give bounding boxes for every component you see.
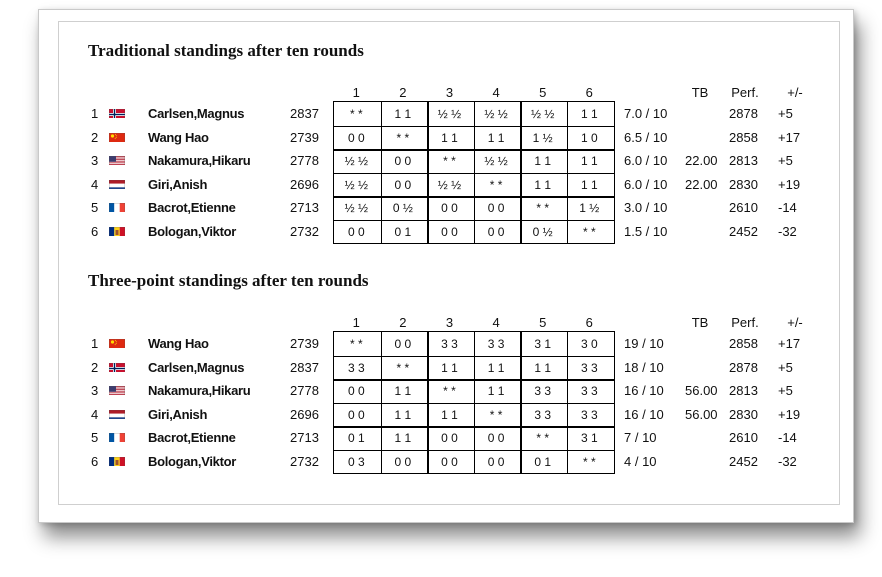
flag-icon [109,201,125,212]
player-rank: 5 [91,200,99,215]
game-result-cell: 0 0 [441,431,458,445]
game-result-cell: * * [396,130,410,145]
player-name: Nakamura,Hikaru [148,153,251,168]
game-result-cell: * * [536,431,550,445]
column-header: 1 [352,85,360,100]
player-rank: 1 [91,336,99,351]
flag-icon [109,225,125,236]
game-result-cell: * * [582,224,596,239]
player-score: 3.0 / 10 [624,200,668,215]
game-result-cell: 3 3 [487,337,505,351]
flag-icon [109,455,125,466]
flag-icon [109,408,125,419]
player-rating: 2739 [290,336,319,351]
game-result-cell: 0 0 [487,431,505,445]
flag-icon [109,154,125,165]
column-header: 4 [492,315,500,330]
player-score: 16 / 10 [624,406,664,422]
player-name: Giri,Anish [148,406,208,422]
player-name: Bologan,Viktor [148,453,237,469]
column-header: 3 [445,315,454,330]
section-title: Traditional standings after ten rounds [88,41,364,60]
game-result-cell: * * [349,107,363,121]
grid-row-divider [333,426,615,428]
tb-header: TB [691,315,709,330]
player-rank: 5 [91,430,99,445]
performance-rating: 2813 [729,383,758,398]
grid-row-divider [333,220,615,221]
game-result-cell: 3 3 [534,407,552,422]
plus-minus-header: +/- [787,85,803,100]
flag-icon [109,131,125,142]
game-result-cell: 1 1 [441,360,458,375]
game-result-cell: ½ ½ [344,201,368,215]
game-result-cell: 1 ½ [532,130,553,145]
game-result-cell: ½ ½ [484,107,508,121]
game-result-cell: 1 1 [394,407,412,422]
grid-row-divider [333,149,615,151]
column-header: 3 [445,85,454,100]
player-rank: 4 [91,176,99,192]
game-result-cell: * * [536,201,550,215]
player-score: 6.0 / 10 [624,176,668,192]
game-result-cell: 0 0 [441,201,458,215]
rating-change: +5 [778,153,793,168]
perf-header: Perf. [731,85,759,100]
grid-row-divider [333,450,615,451]
player-name: Bologan,Viktor [148,223,237,239]
game-result-cell: 0 0 [441,224,458,239]
player-score: 6.5 / 10 [624,129,668,145]
game-result-cell: 0 0 [347,224,365,239]
game-result-cell: 0 0 [347,407,365,422]
player-score: 1.5 / 10 [624,223,668,239]
game-result-cell: 3 0 [580,337,598,351]
flag-icon [109,384,125,395]
game-result-cell: 1 1 [394,384,412,398]
game-result-cell: 1 1 [487,130,505,145]
column-header: 6 [585,315,593,330]
grid-row-divider [333,173,615,174]
tiebreak-value: 56.00 [685,406,718,422]
game-result-cell: 0 1 [394,224,412,239]
player-score: 7.0 / 10 [624,106,668,121]
game-result-cell: 0 0 [487,454,505,469]
rating-change: -32 [778,453,797,469]
performance-rating: 2878 [729,359,758,375]
player-rating: 2713 [290,430,319,445]
performance-rating: 2452 [729,223,758,239]
performance-rating: 2452 [729,453,758,469]
tb-header: TB [691,85,709,100]
grid-row-divider [333,126,615,127]
game-result-cell: 1 1 [441,407,458,422]
game-result-cell: 3 3 [347,360,365,375]
performance-rating: 2858 [729,336,758,351]
game-result-cell: 0 0 [394,454,412,469]
game-result-cell: 3 3 [580,384,598,398]
rating-change: +5 [778,359,793,375]
rating-change: +5 [778,383,793,398]
game-result-cell: ½ ½ [484,154,508,168]
section-title: Three-point standings after ten rounds [88,271,369,290]
column-header: 5 [539,85,547,100]
game-result-cell: 3 3 [534,384,552,398]
tiebreak-value: 22.00 [685,176,718,192]
player-score: 4 / 10 [624,453,657,469]
player-rating: 2713 [290,200,319,215]
player-rating: 2732 [290,453,319,469]
performance-rating: 2830 [729,406,758,422]
player-score: 16 / 10 [624,383,664,398]
rating-change: -14 [778,200,797,215]
game-result-cell: 3 1 [580,431,598,445]
grid-row-divider [333,196,615,198]
game-result-cell: 0 0 [394,337,412,351]
game-result-cell: 0 0 [394,177,412,192]
player-rank: 3 [91,153,99,168]
game-result-cell: ½ ½ [344,177,368,192]
plus-minus-header: +/- [787,315,803,330]
player-rating: 2778 [290,153,319,168]
grid-row-divider [333,403,615,404]
game-result-cell: 1 1 [534,360,552,375]
player-rating: 2837 [290,106,319,121]
game-result-cell: 0 ½ [392,201,413,215]
game-result-cell: 0 0 [347,384,365,398]
player-rank: 2 [91,359,99,375]
performance-rating: 2610 [729,430,758,445]
game-result-cell: 0 0 [394,154,412,168]
grid-row-divider [333,356,615,357]
flag-icon [109,431,125,442]
player-rating: 2778 [290,383,319,398]
player-name: Wang Hao [148,336,209,351]
player-name: Nakamura,Hikaru [148,383,251,398]
game-result-cell: 3 3 [441,337,458,351]
player-rank: 3 [91,383,99,398]
player-name: Bacrot,Etienne [148,430,236,445]
player-rank: 4 [91,406,99,422]
column-header: 4 [492,85,500,100]
game-result-cell: * * [443,384,456,398]
game-result-cell: 1 0 [580,130,598,145]
game-result-cell: 1 1 [580,107,598,121]
performance-rating: 2830 [729,176,758,192]
game-result-cell: 3 3 [580,407,598,422]
player-rating: 2739 [290,129,319,145]
player-rank: 6 [91,223,99,239]
player-score: 18 / 10 [624,359,664,375]
game-result-cell: ½ ½ [437,177,462,192]
flag-icon [109,107,125,118]
rating-change: +19 [778,176,801,192]
player-score: 6.0 / 10 [624,153,668,168]
game-result-cell: 3 1 [534,337,552,351]
player-name: Giri,Anish [148,176,208,192]
game-result-cell: 1 1 [534,154,552,168]
player-score: 7 / 10 [624,430,657,445]
game-result-cell: 1 1 [441,130,458,145]
flag-icon [109,337,125,348]
rating-change: +17 [778,336,801,351]
performance-rating: 2813 [729,153,758,168]
column-header: 5 [539,315,547,330]
game-result-cell: 1 1 [394,107,412,121]
game-result-cell: 0 1 [347,431,365,445]
flag-icon [109,361,125,372]
player-rating: 2732 [290,223,319,239]
game-result-cell: * * [396,360,410,375]
performance-rating: 2858 [729,129,758,145]
game-result-cell: ½ ½ [531,107,555,121]
rating-change: +19 [778,406,801,422]
game-result-cell: * * [443,154,456,168]
player-rating: 2837 [290,359,319,375]
game-result-cell: 0 0 [441,454,458,469]
performance-rating: 2878 [729,106,758,121]
player-score: 19 / 10 [624,336,664,351]
game-result-cell: 0 0 [487,224,505,239]
game-result-cell: 1 ½ [579,201,600,215]
game-result-cell: 1 1 [534,177,552,192]
game-result-cell: 1 1 [487,360,505,375]
game-result-cell: * * [489,407,503,422]
game-result-cell: ½ ½ [437,107,462,121]
game-result-cell: 1 1 [487,384,505,398]
column-header: 2 [399,85,407,100]
player-rank: 6 [91,453,99,469]
rating-change: +5 [778,106,793,121]
player-name: Bacrot,Etienne [148,200,236,215]
grid-row-divider [333,379,615,381]
tiebreak-value: 56.00 [685,383,718,398]
game-result-cell: 1 1 [580,177,598,192]
game-result-cell: ½ ½ [344,154,368,168]
column-header: 6 [585,85,593,100]
game-result-cell: * * [489,177,503,192]
flag-icon [109,178,125,189]
game-result-cell: 0 3 [347,454,365,469]
rating-change: -32 [778,223,797,239]
perf-header: Perf. [731,315,759,330]
performance-rating: 2610 [729,200,758,215]
player-name: Carlsen,Magnus [148,359,245,375]
game-result-cell: 0 ½ [532,224,553,239]
game-result-cell: * * [349,337,363,351]
game-result-cell: 0 0 [347,130,365,145]
player-rank: 1 [91,106,99,121]
player-rating: 2696 [290,176,319,192]
game-result-cell: 1 1 [394,431,412,445]
column-header: 2 [399,315,407,330]
game-result-cell: 3 3 [580,360,598,375]
game-result-cell: 0 1 [534,454,552,469]
column-header: 1 [352,315,360,330]
rating-change: -14 [778,430,797,445]
tiebreak-value: 22.00 [685,153,718,168]
game-result-cell: 1 1 [580,154,598,168]
game-result-cell: 0 0 [487,201,505,215]
player-name: Wang Hao [148,129,209,145]
player-name: Carlsen,Magnus [148,106,245,121]
player-rank: 2 [91,129,99,145]
player-rating: 2696 [290,406,319,422]
game-result-cell: * * [582,454,596,469]
rating-change: +17 [778,129,801,145]
